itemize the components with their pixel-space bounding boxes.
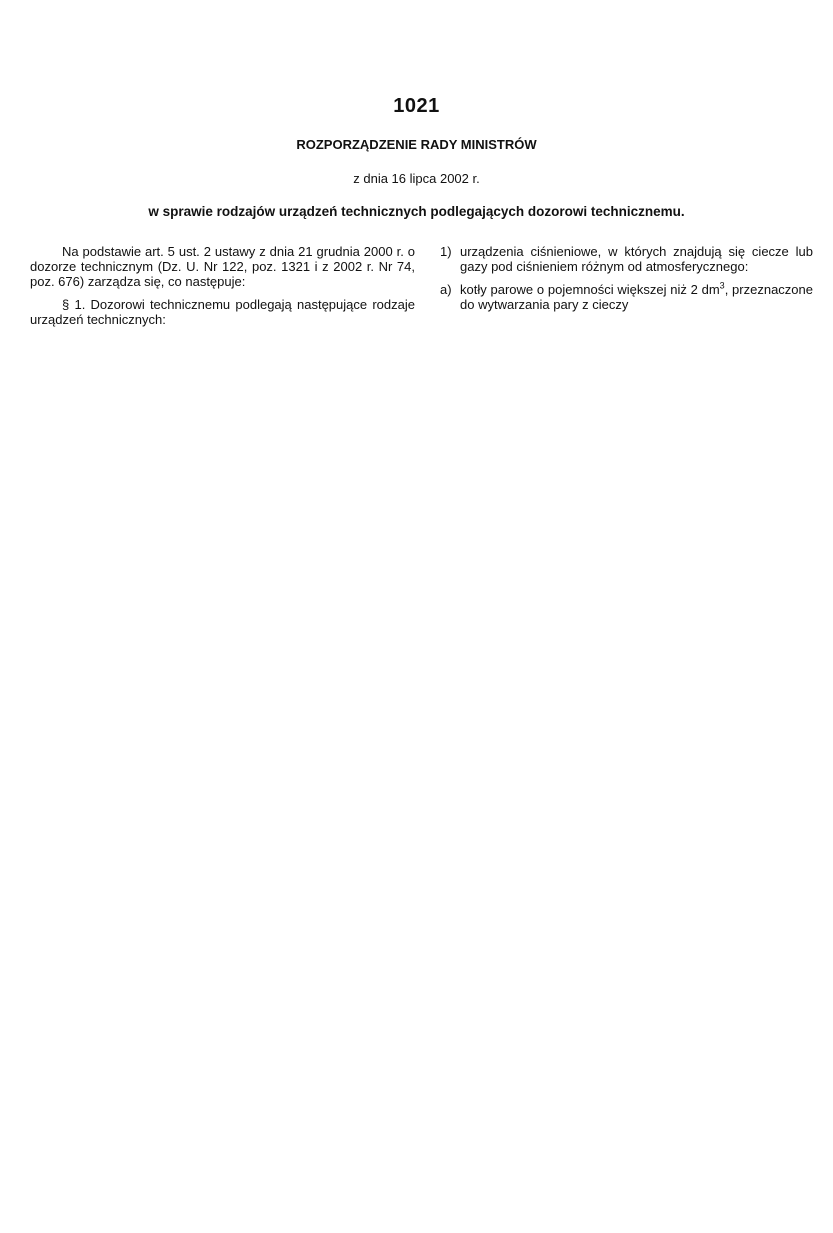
document-date: z dnia 16 lipca 2002 r.: [353, 171, 480, 186]
document-subject: w sprawie rodzajów urządzeń technicznych podlegających dozorowi technicznemu.: [148, 204, 685, 219]
preamble-paragraph: Na podstawie art. 5 ust. 2 ustawy z dnia 21 grudnia 2000 r. o dozorze technicznym (Dz. U. Nr 122, poz. 1321 i z 2002 r. Nr 74, poz. 676) zarządza się, co następuje:: [30, 244, 415, 289]
list-item-text-end: , przeznaczone do wytwarzania pary z cieczy: [460, 282, 813, 312]
list-item-text: [460, 282, 813, 312]
left-text-column: [30, 244, 415, 335]
list-item-1: [440, 244, 813, 274]
unit-superscript: 3: [719, 280, 725, 291]
right-text-column: [440, 244, 813, 320]
list-item-a: [440, 282, 813, 312]
list-item-text: urządzenia ciśnieniowe, w których znajdują się ciecze lub gazy pod ciśnieniem różnym od atmosferycznego:: [460, 244, 813, 274]
list-item-marker: 1): [440, 244, 452, 259]
list-item-text-start: kotły parowe o pojemności większej niż 2 dm: [460, 282, 720, 297]
section-1-paragraph: § 1. Dozorowi technicznemu podlegają następujące rodzaje urządzeń technicznych:: [30, 297, 415, 327]
document-type-heading: ROZPORZĄDZENIE RADY MINISTRÓW: [296, 137, 537, 152]
list-item-marker: a): [440, 282, 452, 297]
document-number: 1021: [393, 95, 440, 117]
